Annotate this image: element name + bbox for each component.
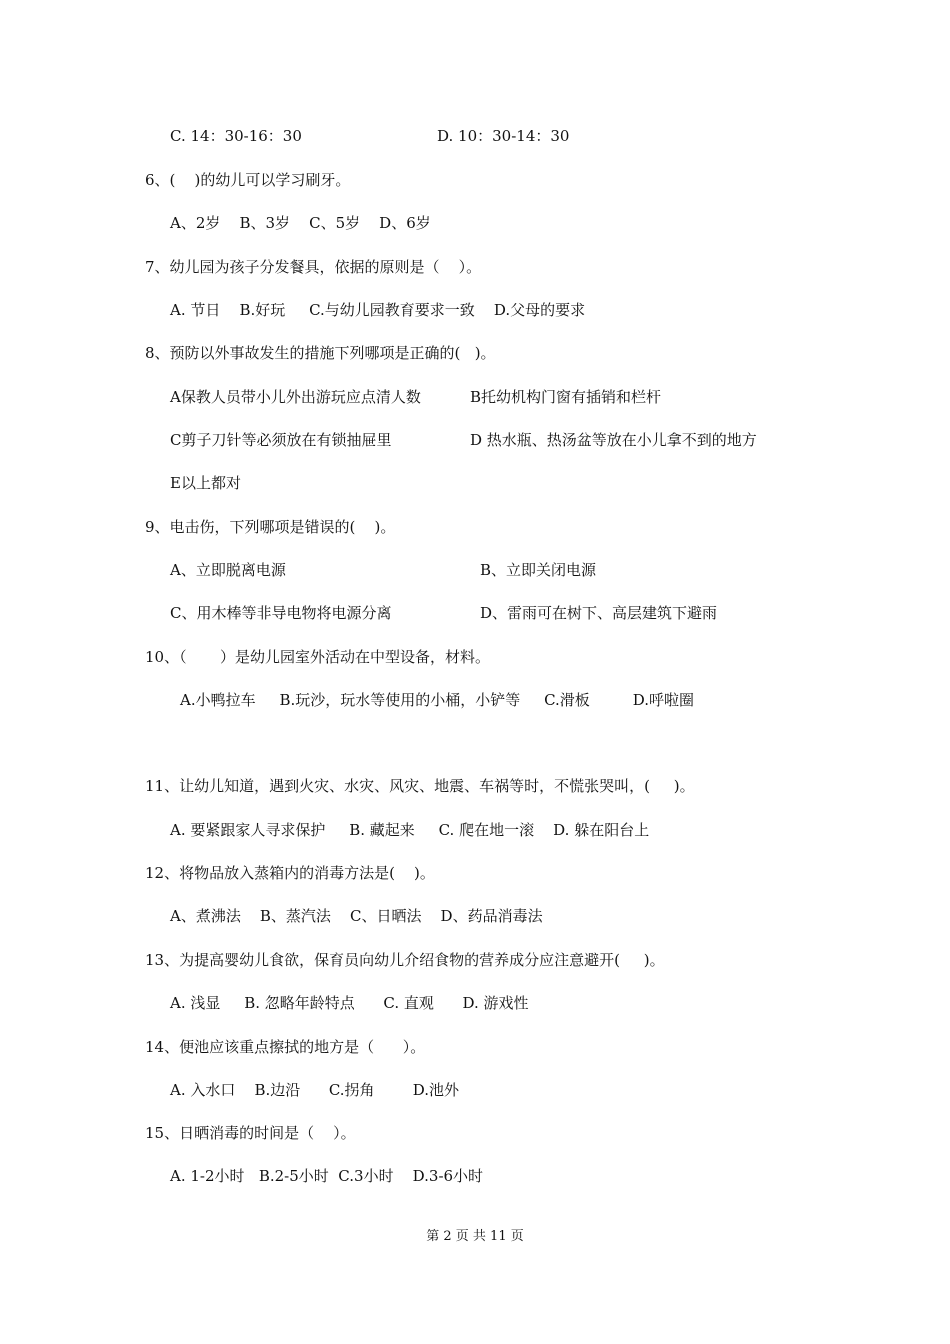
question-9: 9、电击伤，下列哪项是错误的( )。 <box>145 518 396 536</box>
option-c-q8: C剪子刀针等必须放在有锁抽屉里 <box>170 431 392 449</box>
question-14: 14、便池应该重点擦拭的地方是（ ）。 <box>145 1038 426 1056</box>
question-6: 6、( )的幼儿可以学习刷牙。 <box>145 171 351 189</box>
options-q10: A.小鸭拉车 B.玩沙，玩水等使用的小桶，小铲等 C.滑板 D.呼啦圈 <box>180 691 694 709</box>
option-b-q9: B、立即关闭电源 <box>480 561 597 579</box>
question-15: 15、日晒消毒的时间是（ ）。 <box>145 1124 356 1142</box>
question-8: 8、预防以外事故发生的措施下列哪项是正确的( )。 <box>145 344 496 362</box>
options-q13: A. 浅显 B. 忽略年龄特点 C. 直观 D. 游戏性 <box>170 994 529 1012</box>
question-10: 10、（ ）是幼儿园室外活动在中型设备，材料。 <box>145 648 490 666</box>
question-7: 7、幼儿园为孩子分发餐具，依据的原则是（ ）。 <box>145 258 482 276</box>
question-13: 13、为提高婴幼儿食欲，保育员向幼儿介绍食物的营养成分应注意避开( )。 <box>145 951 665 969</box>
options-q6: A、2岁 B、3岁 C、5岁 D、6岁 <box>170 214 431 232</box>
options-q11: A. 要紧跟家人寻求保护 B. 藏起来 C. 爬在地一滚 D. 躲在阳台上 <box>170 821 650 839</box>
option-d-q5: D. 10：30-14：30 <box>437 127 570 145</box>
option-e-q8: E以上都对 <box>170 474 241 492</box>
option-d-q8: D 热水瓶、热汤盆等放在小儿拿不到的地方 <box>470 431 757 449</box>
option-a-q8: A保教人员带小儿外出游玩应点清人数 <box>170 388 421 406</box>
options-q12: A、煮沸法 B、蒸汽法 C、日晒法 D、药品消毒法 <box>170 907 543 925</box>
option-b-q8: B托幼机构门窗有插销和栏杆 <box>470 388 662 406</box>
options-q15: A. 1-2小时 B.2-5小时 C.3小时 D.3-6小时 <box>170 1167 484 1185</box>
options-q14: A. 入水口 B.边沿 C.拐角 D.池外 <box>170 1081 459 1099</box>
option-a-q9: A、立即脱离电源 <box>170 561 286 579</box>
question-12: 12、将物品放入蒸箱内的消毒方法是( )。 <box>145 864 435 882</box>
options-q7: A. 节日 B.好玩 C.与幼儿园教育要求一致 D.父母的要求 <box>170 301 586 319</box>
option-c-q5: C. 14：30-16：30 <box>170 127 302 145</box>
option-d-q9: D、雷雨可在树下、高层建筑下避雨 <box>480 604 718 622</box>
page-footer: 第 2 页 共 11 页 <box>426 1229 524 1244</box>
question-11: 11、让幼儿知道，遇到火灾、水灾、风灾、地震、车祸等时，不慌张哭叫，( )。 <box>145 777 695 795</box>
option-c-q9: C、用木棒等非导电物将电源分离 <box>170 604 392 622</box>
